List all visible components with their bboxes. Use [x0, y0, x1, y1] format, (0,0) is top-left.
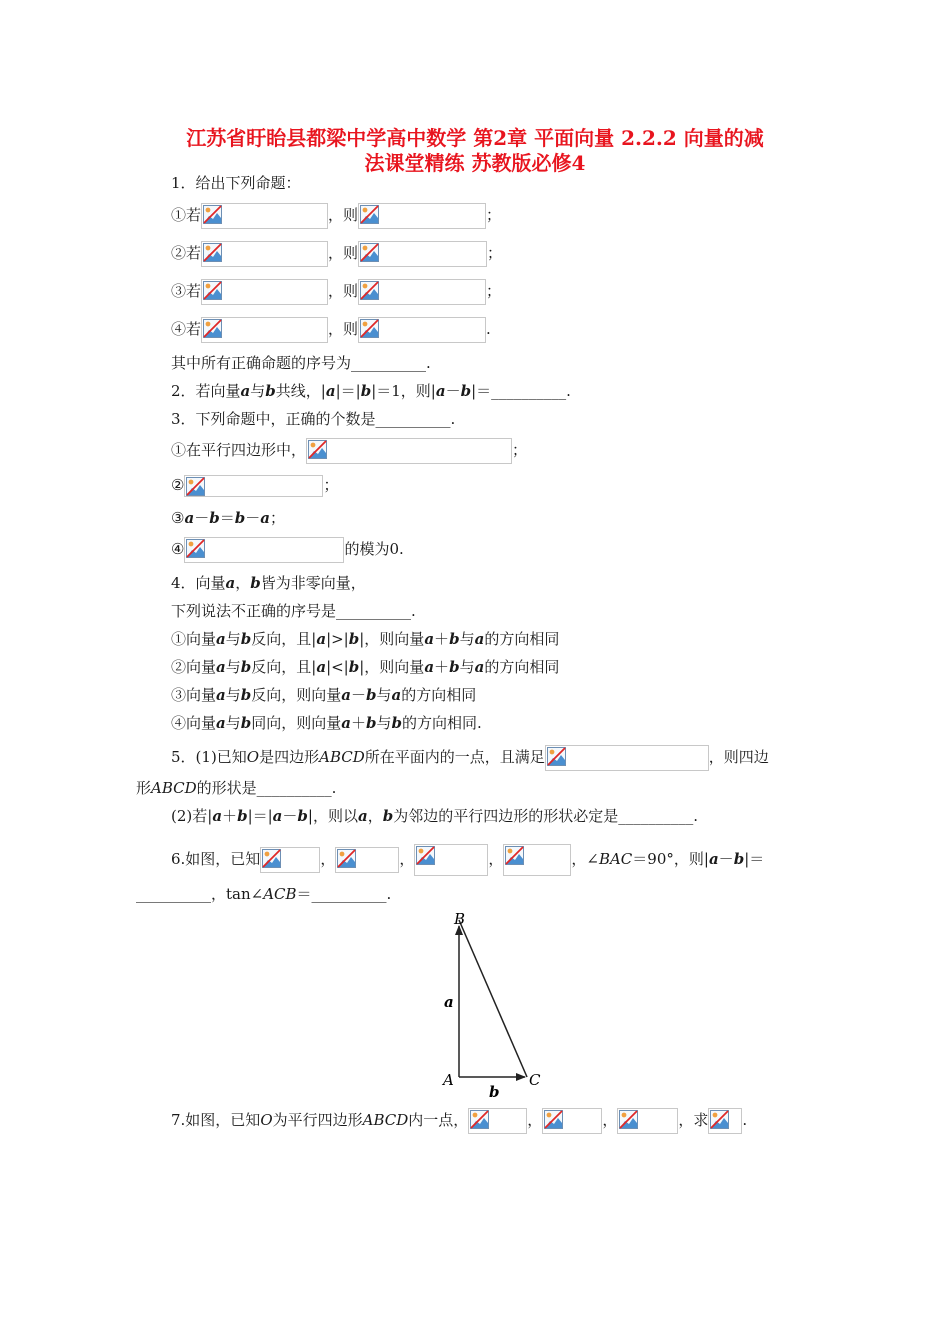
q3-item-3: ③a－b＝b－a；	[171, 509, 285, 527]
broken-image-placeholder	[542, 1108, 602, 1134]
broken-image-placeholder	[201, 241, 328, 267]
q7-line: 7.如图，已知O为平行四边形ABCD内一点， ， ， ，求 .	[171, 1108, 747, 1134]
broken-image-icon	[360, 281, 379, 300]
broken-image-icon	[203, 205, 222, 224]
q4-option-2: ②向量a与b反向，且|a|<|b|，则向量a＋b与a的方向相同	[171, 658, 560, 676]
q4-option-1: ①向量a与b反向，且|a|>|b|，则向量a＋b与a的方向相同	[171, 630, 560, 648]
document-title-line2: 法课堂精练 苏教版必修4	[364, 151, 586, 175]
broken-image-icon	[710, 1110, 729, 1129]
broken-image-icon	[360, 243, 379, 262]
broken-image-icon	[186, 477, 205, 496]
broken-image-icon	[470, 1110, 489, 1129]
broken-image-placeholder	[201, 279, 328, 305]
q1-item-4: ④若 ，则 .	[171, 317, 491, 343]
broken-image-placeholder	[184, 537, 344, 563]
broken-image-icon	[262, 849, 281, 868]
broken-image-placeholder	[358, 317, 486, 343]
broken-image-icon	[203, 281, 222, 300]
q5-line-1: 5．(1)已知O是四边形ABCD所在平面内的一点，且满足 ，则四边	[171, 745, 769, 771]
point-b-label: B	[454, 910, 466, 928]
broken-image-icon	[337, 849, 356, 868]
q3-item-2: ② ；	[171, 475, 338, 497]
triangle-figure	[430, 906, 550, 1102]
document-title-line1: 江苏省盱眙县都梁中学高中数学 第2章 平面向量 2.2.2 向量的减	[186, 126, 764, 150]
q5-line-3: (2)若|a＋b|＝|a－b|，则以a，b为邻边的平行四边形的形状必定是__________.	[171, 807, 699, 825]
q1-item-2: ②若 ，则 ；	[171, 241, 502, 267]
broken-image-icon	[186, 539, 205, 558]
broken-image-placeholder	[414, 844, 488, 876]
broken-image-icon	[360, 319, 379, 338]
broken-image-placeholder	[503, 844, 571, 876]
q4-stem-2: 下列说法不正确的序号是__________.	[171, 602, 416, 620]
broken-image-placeholder	[201, 317, 328, 343]
broken-image-icon	[544, 1110, 563, 1129]
broken-image-placeholder	[358, 279, 486, 305]
q6-line-2: __________，tan∠ACB＝__________.	[136, 885, 392, 903]
vector-b-label: b	[489, 1083, 500, 1101]
q2-line: 2．若向量a与b共线，|a|＝|b|＝1，则|a－b|＝__________.	[171, 382, 571, 400]
hypotenuse-bc	[459, 920, 527, 1077]
broken-image-placeholder	[468, 1108, 527, 1134]
broken-image-icon	[547, 747, 566, 766]
q3-stem: 3．下列命题中，正确的个数是__________.	[171, 410, 456, 428]
broken-image-icon	[619, 1110, 638, 1129]
broken-image-placeholder	[260, 847, 320, 873]
broken-image-placeholder	[306, 438, 512, 464]
broken-image-icon	[505, 846, 524, 865]
broken-image-placeholder	[358, 241, 487, 267]
q4-option-3: ③向量a与b反向，则向量a－b与a的方向相同	[171, 686, 477, 704]
broken-image-placeholder	[184, 475, 323, 497]
q1-stem: 1．给出下列命题：	[171, 174, 301, 192]
broken-image-placeholder	[545, 745, 709, 771]
broken-image-placeholder	[201, 203, 328, 229]
broken-image-placeholder	[358, 203, 486, 229]
broken-image-icon	[203, 243, 222, 262]
broken-image-icon	[308, 440, 327, 459]
broken-image-placeholder	[708, 1108, 742, 1134]
q3-item-1: ①在平行四边形中， ；	[171, 438, 527, 464]
point-a-label: A	[443, 1071, 454, 1089]
broken-image-icon	[416, 846, 435, 865]
q5-line-2: 形ABCD的形状是__________.	[136, 779, 337, 797]
q3-item-4: ④ 的模为0.	[171, 537, 404, 563]
q1-ask: 其中所有正确命题的序号为__________.	[171, 354, 431, 372]
q6-line-1: 6.如图，已知 ， ， ， ，∠BAC＝90°，则|a－b|＝	[171, 844, 764, 876]
broken-image-placeholder	[335, 847, 399, 873]
q4-option-4: ④向量a与b同向，则向量a＋b与b的方向相同.	[171, 714, 482, 732]
q4-stem-1: 4．向量a，b皆为非零向量，	[171, 574, 366, 592]
broken-image-icon	[360, 205, 379, 224]
point-c-label: C	[529, 1071, 541, 1089]
broken-image-icon	[203, 319, 222, 338]
vector-a-label: a	[444, 993, 454, 1011]
broken-image-placeholder	[617, 1108, 678, 1134]
q1-item-1: ①若 ，则 ；	[171, 203, 501, 229]
q1-item-3: ③若 ，则 ；	[171, 279, 501, 305]
